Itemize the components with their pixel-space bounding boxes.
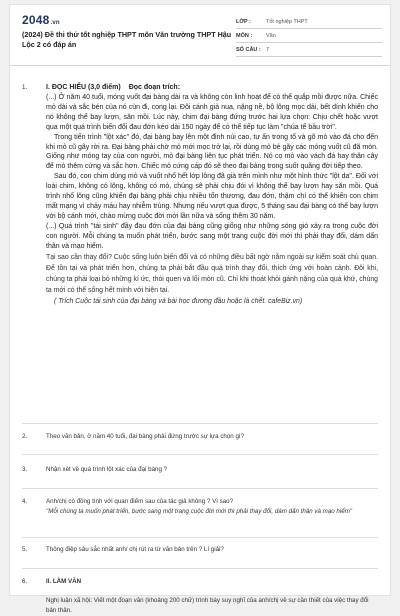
- question-text: Theo văn bản, ở năm 40 tuổi, đại bàng phải đứng trước sự lựa chọn gì?: [46, 433, 245, 440]
- meta-value: Văn: [266, 32, 276, 39]
- question-2: [22, 432, 378, 442]
- question-divider: [22, 488, 378, 489]
- passage-paragraph: Trong tiến trình "lột xác" đó, đại bàng bay lên một đỉnh núi cao, tự ẩn trong tổ và gõ mỏ vào đá cho đến khi mỏ cũ gãy rời ra. Đại bàng phải chờ mỏ mới mọc trở lại, rồi dùng mỏ bẻ gãy các móng vuốt cũ đã mòn. Giống như móng tay của con người, mỏ đại bàng liên tục phát triển. Nó cọ mỏ vào vách đá hay thân cây để mỏ thêm cứng và sắc hơn. Chiếc mỏ cứng cáp đó sẽ theo đại bàng trong suốt quãng đời tiếp theo.: [46, 133, 378, 171]
- meta-row-count: [236, 43, 382, 57]
- question-divider: [22, 537, 378, 538]
- header-divider: [10, 65, 390, 66]
- question-5: [22, 545, 378, 555]
- section-title: I. ĐỌC HIỂU (3,0 điểm): [46, 84, 121, 91]
- question-divider: [22, 423, 378, 424]
- meta-value: Tốt nghiệp THPT: [266, 18, 308, 25]
- question-number: 2.: [22, 433, 28, 440]
- meta-row-class: [236, 15, 382, 29]
- question-text: Nhận xét về quá trình lột xác của đại bàng ?: [46, 466, 168, 473]
- question-3: [22, 465, 378, 475]
- question-number: 5.: [22, 546, 28, 553]
- section-heading: [46, 83, 378, 93]
- logo-number: 2048: [22, 13, 50, 27]
- question-text: Thông điệp sâu sắc nhất anh/ chị rút ra từ văn bản trên ? Lí giải?: [46, 546, 224, 553]
- question-6: [22, 577, 378, 616]
- passage-paragraph: (...) Ở năm 40 tuổi, móng vuốt đại bàng dài ra và không còn linh hoạt để có thể quắp mồi được nữa. Chiếc mỏ dài và sắc bén của nó cùn đi, cong lại. Đôi cánh già nua, nặng nề, bộ lông mọc dài, bết dính khiến cho nó không thể bay lượn, săn mồi. Lúc này, chim đại bàng đứng trước hai lựa chọn: Chịu chết hoặc vượt qua một quá trình biến đổi đau đớn kéo dài 150 ngày để có thể tiếp tục làm "chúa tể bầu trời".: [46, 94, 378, 131]
- questions-list: [10, 71, 390, 614]
- question-number: 4.: [22, 498, 28, 505]
- passage-paragraph: Tại sao cần thay đổi? Cuộc sống luôn biến đổi và có những điều bất ngờ nằm ngoài sự kiểm soát chủ quan. Để tồn tại và phát triển hơn, chúng ta phải bắt đầu quá trình thay đổi, thích ứng với hoàn cảnh. Đôi khi, chúng ta phải loại bỏ những kí ức, thói quen và lối mòn cũ. Chỉ khi thoát khỏi gánh nặng của quá khứ, chúng ta mới có thể sống hết mình với hiện tại.: [46, 253, 378, 295]
- question-text: Nghị luận xã hội: Viết một đoạn văn (khoảng 200 chữ) trình bày suy nghĩ của anh/chị về sự cần thiết của việc thay đổi bản thân.: [46, 597, 369, 614]
- question-number: 3.: [22, 466, 28, 473]
- document-title: (2024) Đề thi thử tốt nghiệp THPT môn Văn trường THPT Hậu Lộc 2 có đáp án: [22, 30, 232, 49]
- question-body: [46, 83, 378, 308]
- document-page: [9, 4, 391, 614]
- question-quote: "Mỗi chúng ta muốn phát triển, bước sang một trang cuộc đời mới thì phải thay đổi, dám dấn thân và mạo hiểm": [46, 508, 353, 515]
- question-1: [22, 83, 378, 308]
- question-body: [46, 497, 378, 517]
- reading-passage: [46, 93, 378, 308]
- meta-key: LỚP :: [236, 18, 251, 25]
- question-body: [46, 577, 378, 616]
- meta-key: MÔN :: [236, 32, 253, 39]
- question-number: 1.: [22, 84, 28, 91]
- meta-row-subject: [236, 29, 382, 43]
- meta-table: [236, 15, 382, 57]
- passage-source: ( Trích Cuộc tái sinh của đại bàng và bài học đương đầu hoặc là chết. cafeBiz.vn): [54, 298, 303, 306]
- section-title: II. LÀM VĂN: [46, 578, 82, 585]
- logo-suffix: .vn: [50, 20, 60, 26]
- document-header: [10, 5, 390, 59]
- question-4: [22, 497, 378, 517]
- passage-label: Đọc đoạn trích:: [128, 84, 181, 91]
- question-divider: [22, 568, 378, 569]
- question-number: 6.: [22, 578, 28, 585]
- meta-value: 7: [266, 46, 270, 53]
- passage-paragraph: (...) Quá trình "tái sinh" đầy đau đớn của đại bàng cũng giống như những sóng gió xảy ra trong cuộc đời con người. Mỗi chúng ta muốn phát triển, bước sang một trang cuộc đời mới thì phải thay đổi, dám dấn thân và mạo hiểm.: [46, 222, 378, 250]
- meta-key: SỐ CÂU :: [236, 46, 261, 53]
- question-text: Anh/chị có đồng tình với quan điểm sau của tác giả không ? Vì sao?: [46, 498, 234, 505]
- passage-paragraph: Sau đó, con chim dùng mỏ và vuốt nhổ hết lớp lông đã già trên mình như một hình thức "lột da". Đối với loài chim, không có lông, không có mỏ, chúng sẽ phải chịu đói vì không thể bay lượn hay săn mồi. Quá trình nhổ lông cũng khiến đại bàng phải chịu nhiều tổn thương, đau đớn, thậm chí có thể khiến con chim mất mạng vì chảy máu hay nhiễm trùng. Nhưng nếu vượt qua được, 5 tháng sau đại bàng có thể bay lượn với bộ cánh mới, chào mừng cuộc đời mới lần nữa và sống thêm 30 năm.: [46, 173, 378, 220]
- question-divider: [22, 454, 378, 455]
